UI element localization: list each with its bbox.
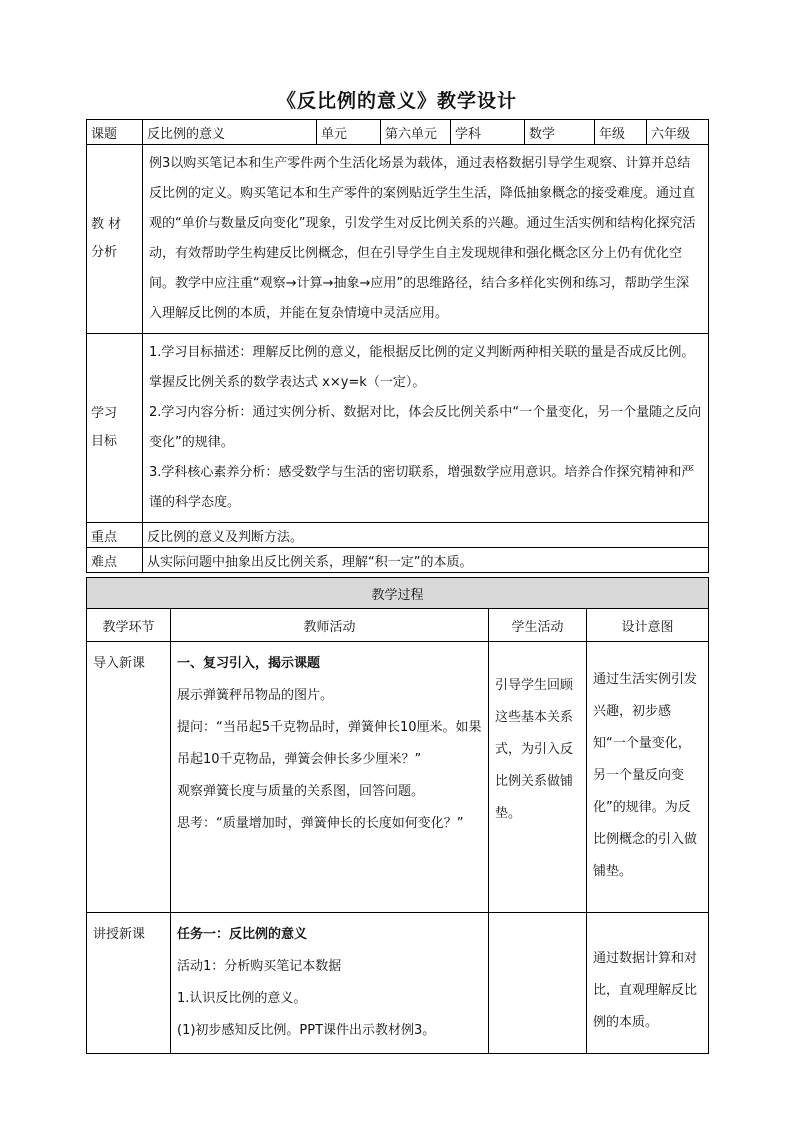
analysis-row <box>87 145 709 334</box>
topic-value: 反比例的意义 <box>143 120 317 145</box>
objective-item-3: 3.学科核心素养分析：感受数学与生活的密切联系，增强数学应用意识。培养合作探究精神和严谨的科学态度。 <box>149 465 695 510</box>
process-table <box>86 577 709 1054</box>
stage-cell: 导入新课 <box>87 642 171 913</box>
subject-label: 学科 <box>451 120 525 145</box>
process-banner: 教学过程 <box>87 578 709 609</box>
objective-item-1: 1.学习目标描述：理解反比例的意义，能根据反比例的定义判断两种相关联的量是否成反比例。掌握反比例关系的数学表达式 x×y=k（一定）。 <box>149 345 695 390</box>
teacher-cell <box>171 642 489 913</box>
analysis-text: 例3以购买笔记本和生产零件两个生活化场景为载体，通过表格数据引导学生观察、计算并总结反比例的定义。购买笔记本和生产零件的案例贴近学生生活，降低抽象概念的接受难度。通过直观的“单价与数量反向变化”现象，引发学生对反比例关系的兴趣。通过生活实例和结构化探究活动，有效帮助学生构建反比例概念，但在引导学生自主发现规律和强化概念区分上仍有优化空间。教学中应注重“观察→计算→抽象→应用”的思维路径，结合多样化实例和练习，帮助学生深入理解反比例的本质，并能在复杂情境中灵活应用。 <box>143 145 709 334</box>
difficulty-text: 从实际问题中抽象出反比例关系，理解“积一定”的本质。 <box>143 548 709 573</box>
teacher-cell <box>171 913 489 1054</box>
teacher-line: (1)初步感知反比例。PPT课件出示教材例3。 <box>177 1023 436 1038</box>
process-row-teach <box>87 913 709 1054</box>
teacher-title: 一、复习引入，揭示课题 <box>177 656 321 671</box>
header-intent: 设计意图 <box>587 609 709 642</box>
process-banner-row <box>87 578 709 609</box>
objective-item-2: 2.学习内容分析：通过实例分析、数据对比，体会反比例关系中“一个量变化，另一个量随之反向变化”的规律。 <box>149 405 702 450</box>
header-stage: 教学环节 <box>87 609 171 642</box>
info-table <box>86 119 709 573</box>
header-teacher: 教师活动 <box>171 609 489 642</box>
key-point-text: 反比例的意义及判断方法。 <box>143 523 709 548</box>
teacher-line: 活动1：分析购买笔记本数据 <box>177 959 342 974</box>
intent-cell: 通过生活实例引发兴趣，初步感知“一个量变化，另一个量反向变化”的规律。为反比例概念的引入做铺垫。 <box>587 642 709 913</box>
grade-label: 年级 <box>595 120 647 145</box>
difficulty-row <box>87 548 709 573</box>
teacher-line: 思考：“质量增加时，弹簧伸长的长度如何变化？” <box>177 816 464 831</box>
process-header-row <box>87 609 709 642</box>
teacher-line: 展示弹簧秤吊物品的图片。 <box>177 688 334 703</box>
unit-label: 单元 <box>317 120 381 145</box>
student-cell: 引导学生回顾这些基本关系式，为引入反比例关系做铺垫。 <box>489 642 587 913</box>
key-point-label: 重点 <box>87 523 143 548</box>
stage-cell: 讲授新课 <box>87 913 171 1054</box>
teacher-line: 提问：“当吊起5千克物品时，弹簧伸长10厘米。如果吊起10千克物品，弹簧会伸长多少厘米？” <box>177 720 482 767</box>
objectives-text <box>143 334 709 523</box>
teacher-line: 观察弹簧长度与质量的关系图，回答问题。 <box>177 784 425 799</box>
analysis-label: 教 材 分析 <box>87 145 143 334</box>
document-title: 《反比例的意义》教学设计 <box>276 90 517 112</box>
info-row <box>87 120 709 145</box>
subject-value: 数学 <box>525 120 595 145</box>
process-row-intro <box>87 642 709 913</box>
key-point-row <box>87 523 709 548</box>
grade-value: 六年级 <box>647 120 709 145</box>
topic-label: 课题 <box>87 120 143 145</box>
header-student: 学生活动 <box>489 609 587 642</box>
objectives-row <box>87 334 709 523</box>
unit-value: 第六单元 <box>381 120 451 145</box>
intent-cell: 通过数据计算和对比，直观理解反比例的本质。 <box>587 913 709 1054</box>
teacher-title: 任务一：反比例的意义 <box>177 927 308 942</box>
difficulty-label: 难点 <box>87 548 143 573</box>
teacher-line: 1.认识反比例的意义。 <box>177 991 307 1006</box>
student-cell <box>489 913 587 1054</box>
objectives-label: 学习 目标 <box>87 334 143 523</box>
